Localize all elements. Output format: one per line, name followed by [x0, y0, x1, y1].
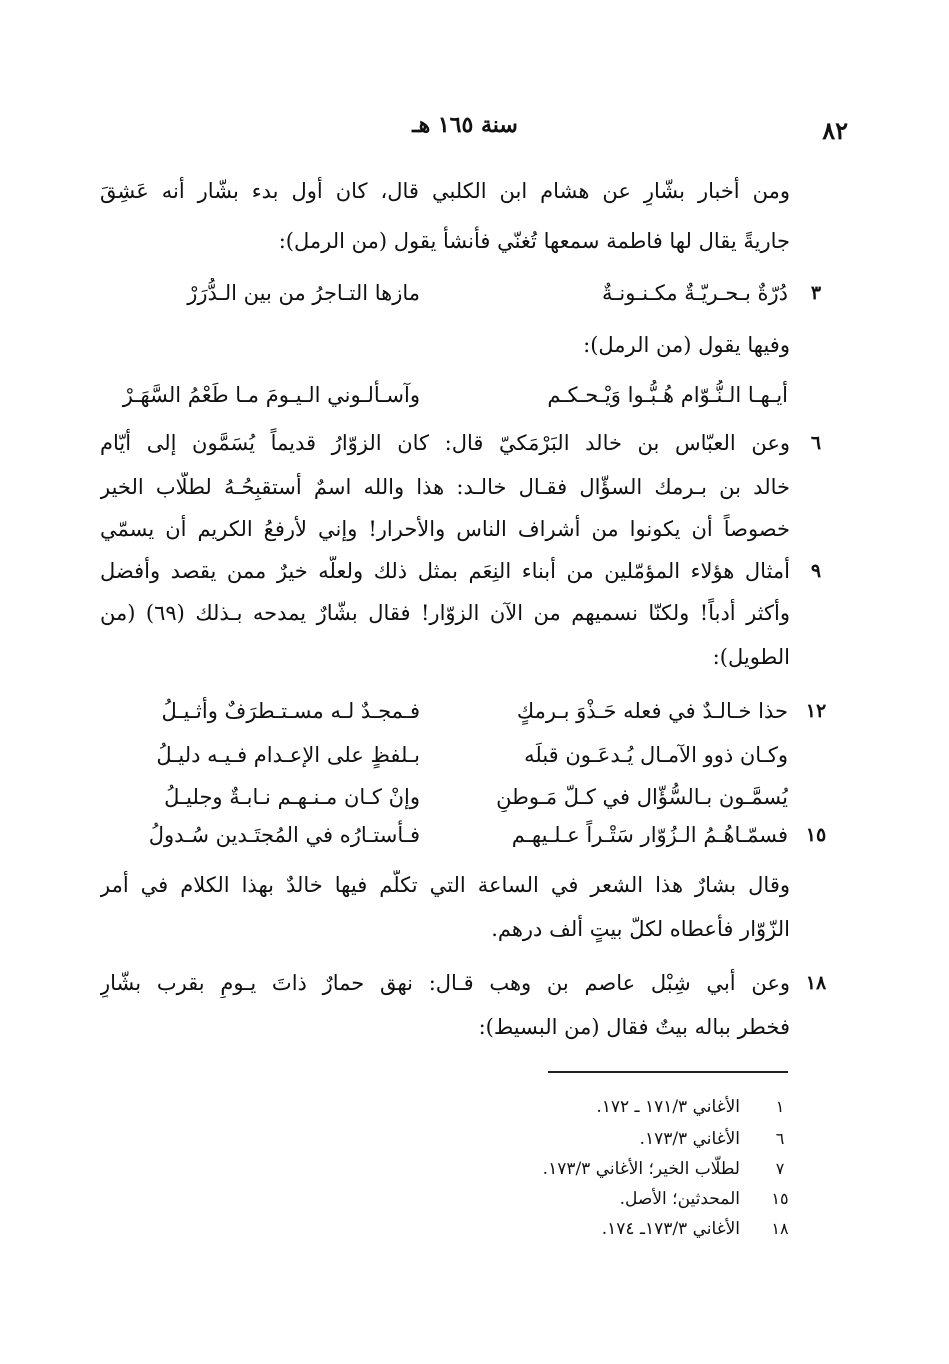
footnote-number: ٦ [775, 1129, 785, 1148]
verse-hemistich: يُسمَّـون بـالسُّؤّال في كـلّ مَـوطنٍ [496, 785, 788, 809]
running-header-year: سنة ١٦٥ هـ [412, 112, 518, 138]
paragraph-line: الزّوّار فأعطاه لكلّ بيتٍ ألف درهم. [491, 917, 790, 941]
footnote-number: ١ [775, 1097, 785, 1116]
paragraph-line: أمثال هؤلاء المؤمّلين من أبناء النِعَم بمثل ذلك ولعلّه خيرٌ ممن يقصد وأفضل [100, 559, 790, 583]
verse-hemistich: فسمّـاهُـمُ الـزُوّار سَتْـراً عـلـيهـم [511, 823, 788, 847]
line-number: ١٢ [805, 700, 827, 722]
paragraph-line: فخطر بباله بيتٌ فقال (من البسيط): [478, 1015, 790, 1039]
footnote-text: الأغاني ١٧٣/٣. [639, 1129, 740, 1149]
footnote-divider [548, 1071, 788, 1073]
verse-hemistich: أيـهـا الـنُّـوّام هُـبُّـوا وَيْـحـكـم [547, 383, 788, 407]
line-number: ١٨ [805, 972, 827, 994]
footnote-text: لطلّاب الخير؛ الأغاني ١٧٣/٣. [542, 1159, 740, 1179]
verse-hemistich: وآسـألـوني الـيـومَ مـا طَعْمُ السَّهَـرْ [122, 383, 420, 407]
verse-hemistich: مازها التـاجرُ من بين الـدُّرَرْ [187, 281, 420, 305]
paragraph-line: ومن أخبار بشّارٍ عن هشام ابن الكلبي قال، كان أول بدء بشّار أنه عَشِقَ [100, 179, 790, 203]
line-number: ٦ [810, 432, 822, 454]
paragraph-line: وأكثر أدباً! ولكنّا نسميهم من الآن الزوّار! فقال بشّارٌ يمدحه بـذلك (٦٩) (من [100, 601, 790, 625]
line-number: ٣ [810, 282, 822, 304]
line-number: ٩ [810, 560, 822, 582]
verse-hemistich: بـلفظٍ على الإعـدام فـيـه دليـلُ [156, 743, 420, 767]
paragraph-line: وقال بشارٌ هذا الشعر في الساعة التي تكلّم فيها خالدٌ بهذا الكلام في أمر [100, 873, 790, 897]
verse-hemistich: فـأستـارُه في المُجتَـدين سُـدولُ [148, 823, 420, 847]
verse-hemistich: وإنْ كـان مـنـهـم نـابـةٌ وجليـلُ [164, 785, 420, 809]
paragraph-line: خالد بن بـرمك السؤّال فقـال خالـد: هذا والله اسمٌ أستقبِحُـهُ لطلّاب الخير [100, 475, 790, 499]
paragraph-line: وفيها يقول (من الرمل): [583, 333, 790, 357]
verse-hemistich: دُرّةٌ بـحـريّـةٌ مكـنـونـةٌ [602, 281, 788, 305]
footnote-text: الأغاني ١٧١/٣ ـ ١٧٢. [596, 1097, 740, 1117]
footnote-number: ١٨ [771, 1219, 789, 1238]
footnote-text: المحدثين؛ الأصل. [619, 1189, 740, 1209]
footnote-number: ١٥ [771, 1189, 789, 1208]
verse-hemistich: وكـان ذوو الآمـال يُـدعَـون قبلَه [524, 743, 788, 767]
paragraph-line: وعن أبي شِبْل عاصم بن وهب قـال: نهق حمارٌ ذاتَ يـومٍ بقرب بشّارٍ [100, 971, 790, 995]
verse-hemistich: حذا خـالـدٌ في فعله حَـذْوَ بـرمكٍ [516, 699, 788, 723]
verse-hemistich: فـمجـدٌ لـه مسـتـطرَفٌ وأثـيـلُ [161, 699, 420, 723]
page-number: ٨٢ [822, 116, 848, 145]
paragraph-line: الطويل): [712, 645, 790, 669]
paragraph-line: وعن العبّاس بن خالد البَرْمَكيّ قال: كان الزوّارُ قديماً يُسَمَّون إلى أيّام [100, 431, 790, 455]
line-number: ١٥ [805, 824, 827, 846]
footnote-text: الأغاني ١٧٣/٣ـ ١٧٤. [601, 1219, 740, 1239]
paragraph-line: خصوصاً أن يكونوا من أشراف الناس والأحرار! وإني لأرفعُ الكريم أن يسمّي [100, 517, 790, 541]
footnote-number: ٧ [775, 1159, 785, 1178]
paragraph-line: جاريةً يقال لها فاطمة سمعها تُغنّي فأنشأ يقول (من الرمل): [278, 229, 790, 253]
